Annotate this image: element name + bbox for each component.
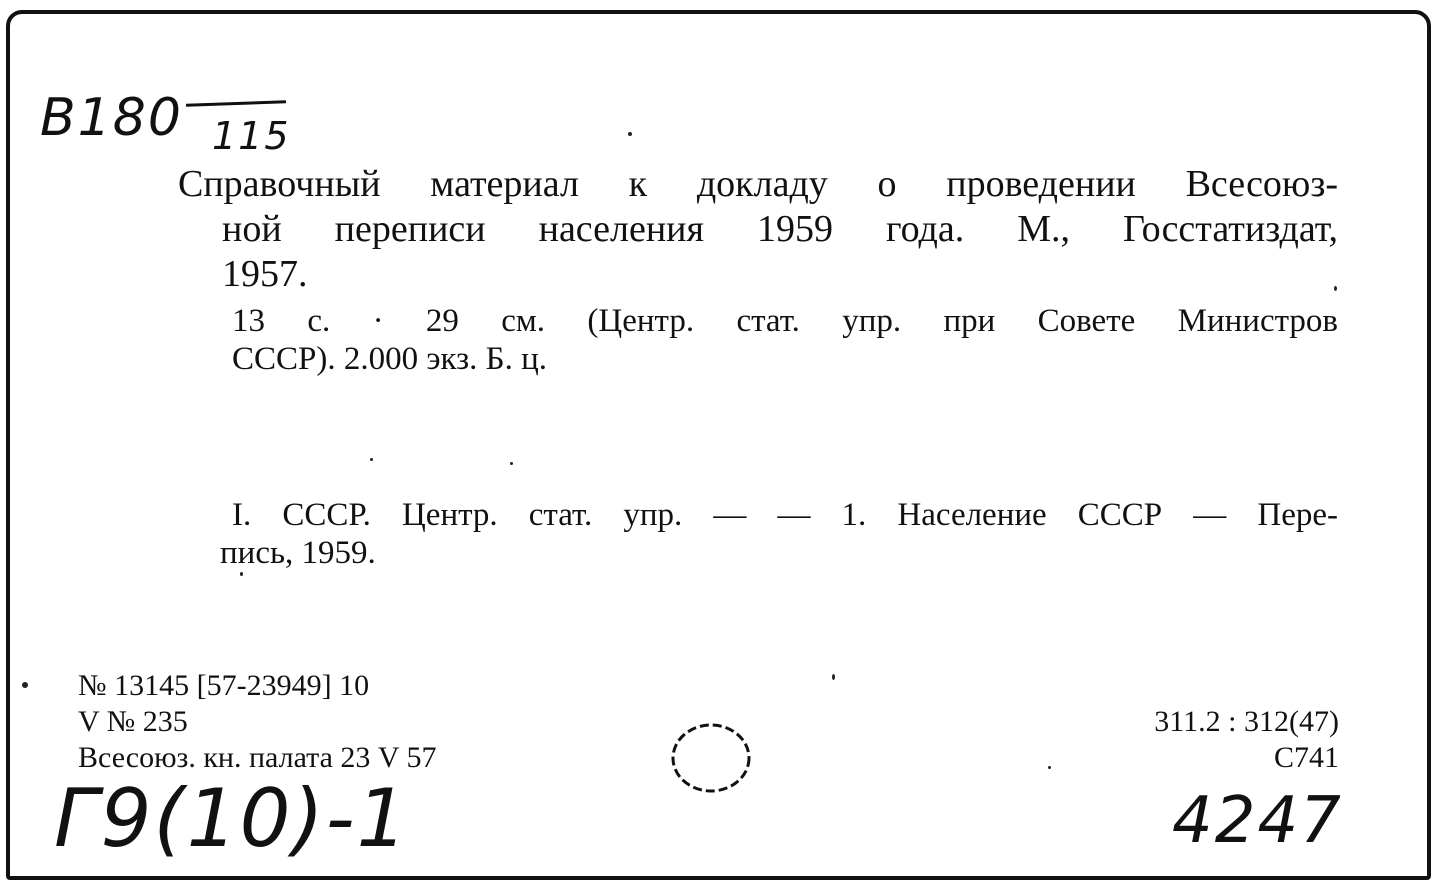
scan-speck: [1048, 766, 1051, 769]
registration-block: [78, 668, 437, 776]
classification-block: [1154, 704, 1339, 776]
scan-speck: [628, 132, 632, 136]
scan-speck: [240, 572, 243, 576]
collation-line-2: СССР). 2.000 экз. Б. ц.: [232, 341, 548, 377]
shelfmark-sub: 115: [212, 114, 291, 158]
handwritten-right-number: 4247: [1172, 784, 1343, 858]
punch-hole-circle: [668, 718, 754, 796]
registration-line-1: № 13145 [57-23949] 10: [78, 669, 370, 702]
registration-line-2: V № 235: [78, 705, 188, 738]
title-block: [178, 162, 1338, 297]
scan-speck: [510, 462, 513, 465]
collation-line-1: 13 с. · 29 см. (Центр. стат. упр. при Совете Министров: [232, 303, 1338, 339]
tracing-line-1: I. СССР. Центр. стат. упр. — — 1. Население СССР — Пере-: [232, 497, 1338, 533]
title-line-3: 1957.: [222, 253, 308, 295]
collation-block: [232, 302, 1338, 378]
registration-line-3: Всесоюз. кн. палата 23 V 57: [78, 741, 437, 774]
scan-speck: [1334, 286, 1337, 291]
scan-speck: [22, 682, 28, 688]
author-mark: С741: [1273, 741, 1339, 774]
tracing-block: [220, 496, 1338, 572]
tracing-line-2: пись, 1959.: [220, 535, 376, 571]
title-line-2: ной переписи населения 1959 года. М., Госстатиздат,: [222, 208, 1338, 250]
handwritten-left-code: Г9(10)-1: [54, 772, 410, 865]
title-line-1: Справочный материал к докладу о проведении Всесоюз-: [178, 163, 1338, 205]
shelfmark: B180: [40, 88, 183, 148]
classification-code: 311.2 : 312(47): [1154, 705, 1339, 738]
scan-speck: [832, 674, 835, 680]
scan-speck: [370, 458, 373, 461]
